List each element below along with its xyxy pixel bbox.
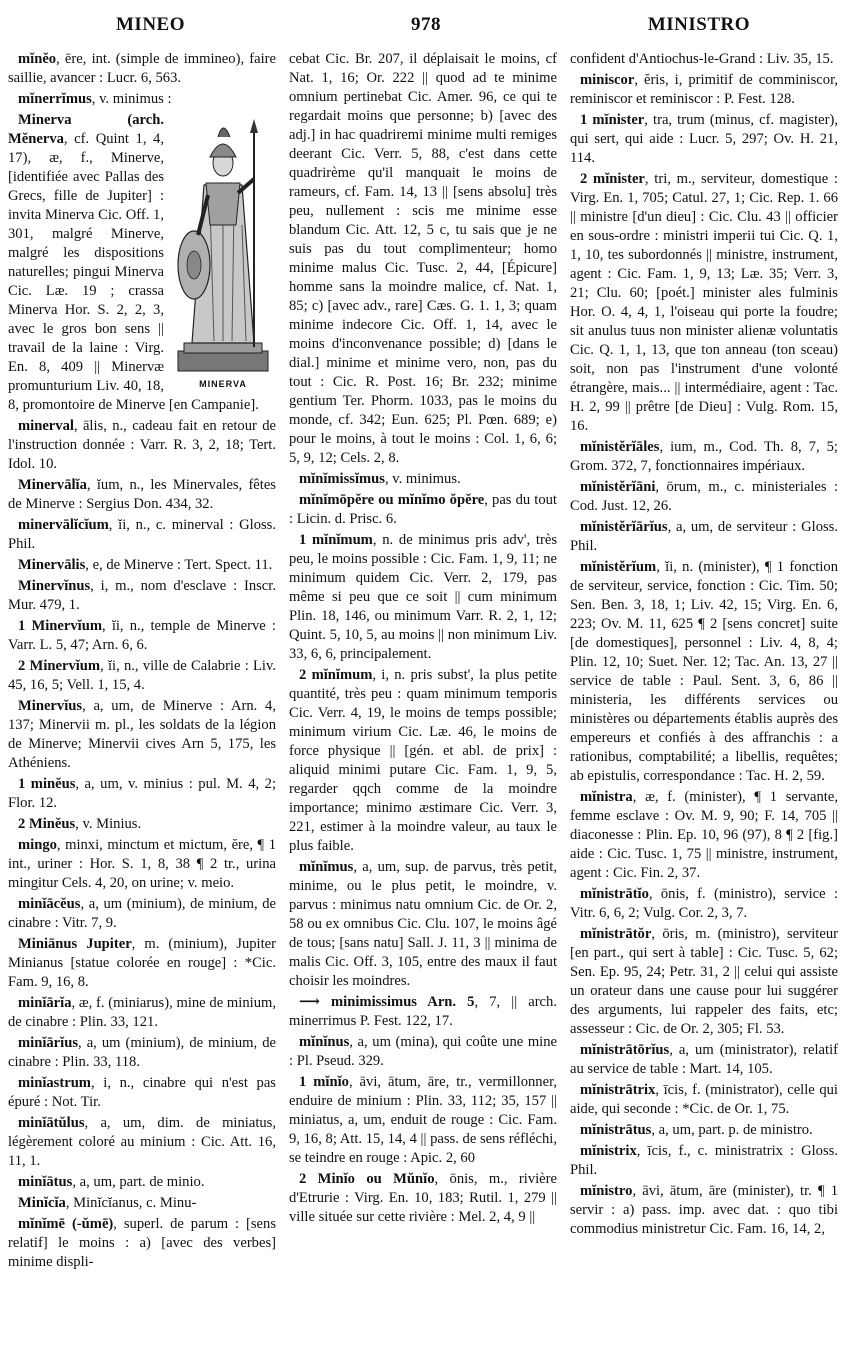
- headword: 1 mĭnĭmum: [299, 532, 373, 548]
- entry: minĭārĭa, æ, f. (miniarus), mine de minium, de cinabre : Plin. 33, 121.: [8, 995, 276, 1030]
- entry: mĭnistrātrix, īcis, f. (ministrator), celle qui aide, qui seconde : *Cic. de Or. 1, 75.: [570, 1082, 838, 1117]
- headword: minĭārĭa: [18, 995, 72, 1011]
- headword: mĭnistrātus: [580, 1122, 652, 1138]
- headword: mĭnistrātrix: [580, 1082, 656, 1098]
- headword: mĭnistrātōrĭus: [580, 1042, 670, 1058]
- entry: mĭnistĕrĭārĭus, a, um, de serviteur : Gloss. Phil.: [570, 519, 838, 554]
- entry: mĭnistra, æ, f. (minister), ¶ 1 servante, femme esclave : Ov. M. 9, 90; F. 14, 705 || diaconesse : Plin. Ep. 10, 96 (97), 8 ¶ 2 [fig.] aide : Cic. Tusc. 1, 75 || ministre, instrument, agent : Cic. Fin. 2, 37.: [570, 789, 838, 881]
- headword: mĭnĭmus: [299, 859, 354, 875]
- entry: mĭnĭmus, a, um, sup. de parvus, très petit, minime, ou le plus petit, le moindre, v. parvus : minimus natu omnium Cic. de Or. 2, 58 ou ex omnibus Cic. Clu. 107, le moins âgé de tous; [sans natu] Sall. J. 11, 3 || minima de malis Cic. Off. 3, 105, entre des maux il faut choisir les moindres.: [289, 859, 557, 989]
- entry: 2 Minervĭum, ĭi, n., ville de Calabrie : Liv. 45, 16, 5; Vell. 1, 15, 4.: [8, 658, 276, 693]
- headword: miniscor: [580, 72, 635, 88]
- running-head-left: MINEO: [116, 14, 185, 35]
- entry: miniscor, ĕris, i, primitif de comminiscor, reminiscor et reminiscor : P. Fest. 128.: [570, 72, 838, 107]
- entry: minĭārĭus, a, um (minium), de minium, de cinabre : Plin. 33, 118.: [8, 1035, 276, 1070]
- entry: 1 mĭnĭo, āvi, ātum, āre, tr., vermillonner, enduire de minium : Plin. 33, 112; 35, 157 || miniatus, a, um, enduit de rouge : Cic. Fam. 9, 16, 8; Att. 15, 14, 4 || pass. de sens réfléchi, se teindre en rouge : Apic. 2, 60: [289, 1074, 557, 1166]
- column-2: [289, 50, 557, 1366]
- entry: Minervālĭa, ĭum, n., les Minervales, fêtes de Minerve : Sergius Don. 434, 32.: [8, 477, 276, 512]
- entry: Minerva (arch. Mĕnerva, cf. Quint 1, 4, 17), æ, f., Minerve, [identifiée avec Pallas des Grecs, fille de Jupiter] : invita Minerva Cic. Off. 1, 301, malgré Minerve, malgré les dispositions naturelles; pingui Minerva Cic. Læ. 19 ; crassa Minerva Hor. S. 2, 2, 3, avec le gros bon sens || travail de la laine : Virg. En. 8, 409 || Minervæ promunturium Liv. 40, 18, 8, promontoire de Minerve [en Campanie].: [8, 112, 259, 413]
- entry: 2 Minĭo ou Mŭnĭo, ōnis, m., rivière d'Etrurie : Virg. En. 10, 183; Rutil. 1, 279 || ville située sur cette rivière : Mel. 2, 4, 9 ||: [289, 1171, 557, 1225]
- entry: mĭnistrātus, a, um, part. p. de ministro.: [580, 1122, 813, 1138]
- headword: Minervālis: [18, 557, 86, 573]
- entry: mĭnistrātŏr, ōris, m. (ministro), serviteur [en part., qui sert à table] : Cic. Tusc. 5, 62; Sen. Ep. 95, 24; Petr. 31, 2 || celui qui assiste un orateur dans une cause pour lui suggérer des arguments, lui rappeler des faits, etc; assesseur : Cic. de Or. 2, 305; Fl. 53.: [570, 926, 838, 1037]
- headword: minĭastrum: [18, 1075, 91, 1091]
- entry: mingo, minxi, minctum et mictum, ĕre, ¶ 1 int., uriner : Hor. S. 1, 8, 38 ¶ 2 tr., urina mingitur Cels. 4, 20, on urine; v. meio.: [8, 837, 276, 891]
- headword: 1 mĭnister: [580, 112, 645, 128]
- minerva-statue-icon: [170, 115, 276, 373]
- headword: mĭnistĕrĭārĭus: [580, 519, 668, 535]
- headword: mingo: [18, 837, 57, 853]
- entry: minerval, ālis, n., cadeau fait en retour de l'instruction donnée : Varr. R. 3, 2, 18; Tert. Idol. 10.: [8, 418, 276, 472]
- entry: 2 mĭnister, tri, m., serviteur, domestique : Virg. En. 1, 705; Catul. 27, 1; Cic. Rep. 1. 66 || ministre [d'un dieu] : Cic. Clu. 43 || officier en sous-ordre : ministri imperii tui Cic. Q. 1, 1, 10, tes subordonnés || ministre, instrument, agent : Cic. Fam. 1, 9, 13; Læ. 35; Verr. 3, 21; Clu. 60; [poét.] minister ales fulminis Hor. O. 4, 4, 1, l'oiseau qui porte la foudre; sit anulus tuus non minister alienæ voluntatis Cic. Q. 1, 1, 13, que ton anneau (ton sceau) soit, non pas l'instrument d'une volonté étrangère, mais... || intermédiaire, agent : Tac. H. 2, 99 || prêtre [de Dieu] : Vulg. Rom. 15, 16.: [570, 171, 838, 434]
- headword: minĭātus: [18, 1174, 73, 1190]
- entry: Minervĭus, a, um, de Minerve : Arn. 4, 137; Minervii m. pl., les soldats de la légion de Minerve; Minervii cives Arn 5, 175, les Athéniens.: [8, 698, 276, 771]
- entry: 1 mĭnister, tra, trum (minus, cf. magister), qui sert, qui aide : Lucr. 5, 297; Ov. H. 21, 114.: [570, 112, 838, 166]
- entry: mĭnistrātōrĭus, a, um (ministrator), relatif au service de table : Mart. 14, 105.: [570, 1042, 838, 1077]
- entry: mĭnistĕrĭāni, ōrum, m., c. ministeriales : Cod. Just. 12, 26.: [570, 479, 838, 514]
- headword: Minervālĭa: [18, 477, 87, 493]
- entry: mĭnĭmōpĕre ou mĭnĭmo ŏpĕre, pas du tout : Licin. d. Prisc. 6.: [289, 492, 557, 527]
- headword: 1 minĕus: [18, 776, 76, 792]
- entry: mĭnistĕrĭum, ĭi, n. (minister), ¶ 1 fonction de serviteur, service, fonction : Cic. Tim. 50; Sen. Ben. 3, 18, 1; Liv. 42, 15; Virg. En. 6, 223; Ov. M. 11, 625 ¶ 2 [sens concret] suite [de domestiques], personnel : Liv. 4, 8, 4; Plin. 12, 10; Suet. Ner. 12; Tac. An. 13, 27 || service de table : Paul. Sent. 3, 6, 86 || ministeria, les différents services ou ministères ou départements établis auprès des empereurs et confiés à des affranchis : a rationibus, comptabilité; a libellis, requêtes; ab epistulis, correspondance : Tac. H. 2, 59.: [570, 559, 838, 784]
- page-header: [0, 0, 846, 44]
- headword: mĭnistĕrĭum: [580, 559, 657, 575]
- entry: Miniānus Jupiter, m. (minium), Jupiter Minianus [statue colorée en rouge] : *Cic. Fam. 9, 16, 8.: [8, 936, 276, 990]
- entry: mĭnistĕrĭāles, ium, m., Cod. Th. 8, 7, 5; Grom. 372, 7, fonctionnaires impériaux.: [570, 439, 838, 474]
- entry: mĭnistro, āvi, ātum, āre (minister), tr. ¶ 1 servir : a) pass. imp. avec dat. : quo tibi commodius ministretur Cic. Fam. 16, 14, 2,: [570, 1183, 838, 1237]
- headword: mĭnĭmē (-ŭmē): [18, 1216, 114, 1232]
- column-1: [8, 50, 276, 1366]
- entry: minervālĭcĭum, ĭi, n., c. minerval : Gloss. Phil.: [8, 517, 276, 552]
- entry: mĭnistrix, īcis, f., c. ministratrix : Gloss. Phil.: [570, 1143, 838, 1178]
- entry: mĭnerrĭmus, v. minimus :: [18, 91, 172, 107]
- entry: Minervālis, e, de Minerve : Tert. Spect. 11.: [18, 557, 273, 573]
- minerva-illustration: [170, 115, 276, 387]
- headword: minĭācĕus: [18, 896, 81, 912]
- headword: minĭātŭlus: [18, 1115, 85, 1131]
- headword: mĭnistro: [580, 1183, 633, 1199]
- entry: Minervĭnus, i, m., nom d'esclave : Inscr. Mur. 479, 1.: [8, 578, 276, 613]
- headword: Minervĭus: [18, 698, 83, 714]
- headword: mĭnistĕrĭāles: [580, 439, 660, 455]
- entry: mĭnĕo, ēre, int. (simple de immineo), faire saillie, avancer : Lucr. 6, 563.: [8, 51, 276, 86]
- headword: minĭārĭus: [18, 1035, 79, 1051]
- entry-continuation: confident d'Antiochus-le-Grand : Liv. 35, 15.: [570, 51, 834, 67]
- entry: ⟶ minimissimus Arn. 5, 7, || arch. minerrimus P. Fest. 122, 17.: [289, 994, 557, 1029]
- entry: minĭācĕus, a, um (minium), de minium, de cinabre : Vitr. 7, 9.: [8, 896, 276, 931]
- page-number: 978: [411, 14, 441, 35]
- entry-continuation: cebat Cic. Br. 207, il déplaisait le moins, cf Nat. 1, 16; Or. 222 || quod ad te minime omnium pertinebat Cic. Amer. 96, ce qui te regardait moins que personne; b) [avec des adj.] in hac quadriremi minime multi remiges deerant Cic. Verr. 5, 88, c'est dans cette quadrirème qu'il manquait le moins de rameurs, cf. Fam. 14, 13 || [sens absolu] très peu, nullement : scis me minime esse blandum Cic. Att. 12, 5 c, tu sais que je ne suis pas du tout complimenteur; homo minime malus Cic. Tusc. 2, 44, [Épicure] homme sans la moindre malice, cf. Nat. 1, 85; c) [avec adv., rare] Cæs. G. 1. 1, 3; quam minime indecore Cic. Off. 1, 14, avec le moins d'inconvenance possible; d) [dans le dial.] minime et minime vero, non, pas du tout : Cic. R. Post. 16; Br. 232; minime gentium Ter. Phorm. 1033, pas le moins du monde, cf. 342; Eun. 625; Pl. Pœn. 689; e) pour le moins, à tout le moins : Col. 1, 6, 6; 5, 9, 12; Cels. 2, 8.: [289, 51, 557, 466]
- headword: mĭnĭmōpĕre ou mĭnĭmo ŏpĕre: [299, 492, 485, 508]
- headword: Minerva (arch. Mĕnerva: [8, 112, 164, 147]
- headword: mĭnistra: [580, 789, 633, 805]
- headword: mĭnĕo: [18, 51, 57, 67]
- headword: mĭnistrātĭo: [580, 886, 649, 902]
- headword: 1 Minervĭum: [18, 618, 102, 634]
- entry: mĭnĭmē (-ŭmē), superl. de parum : [sens relatif] le moins : a) [avec des verbes] minime displi-: [8, 1216, 276, 1270]
- entry: 2 mĭnĭmum, i, n. pris subst', la plus petite quantité, très peu : quam minimum temporis Cic. Verr. 4, 19, le moins de temps possible; minimum virium Cic. Læ. 46, le moins de force physique || [gén. et abl. de prix] : aliquid minimi putare Cic. Fam. 1, 9, 5, regarder qqch comme de la moindre importance; minimo æstimare Cic. Verr. 3, 221, estimer à la moindre valeur, au taux le plus faible.: [289, 667, 557, 854]
- headword: 2 Minervĭum: [18, 658, 101, 674]
- headword: Minĭcĭa: [18, 1195, 66, 1211]
- headword: minervālĭcĭum: [18, 517, 109, 533]
- headword: Miniānus Jupiter: [18, 936, 132, 952]
- headword: 1 mĭnĭo: [299, 1074, 349, 1090]
- entry: mĭnĭnus, a, um (mina), qui coûte une mine : Pl. Pseud. 329.: [289, 1034, 557, 1069]
- headword: mĭnistrātŏr: [580, 926, 652, 942]
- headword: 2 mĭnister: [580, 171, 645, 187]
- entry: minĭastrum, i, n., cinabre qui n'est pas épuré : Not. Tir.: [8, 1075, 276, 1110]
- entry: mĭnĭmissĭmus, v. minimus.: [299, 471, 461, 487]
- headword: Minervĭnus: [18, 578, 91, 594]
- figure-caption: MINERVA: [199, 379, 247, 389]
- entry: 2 Minĕus, v. Minius.: [18, 816, 142, 832]
- headword: 2 Minĭo ou Mŭnĭo: [299, 1171, 435, 1187]
- headword: mĭnĭnus: [299, 1034, 350, 1050]
- entry: minĭātus, a, um, part. de minio.: [18, 1174, 205, 1190]
- headword: minerval: [18, 418, 74, 434]
- column-3: [570, 50, 838, 1366]
- headword: mĭnistĕrĭāni: [580, 479, 656, 495]
- running-head-right: MINISTRO: [647, 14, 750, 35]
- headword: 2 Minĕus: [18, 816, 76, 832]
- headword: ⟶ minimissimus Arn. 5: [299, 994, 475, 1010]
- entry: Minĭcĭa, Minĭcĭanus, c. Minu-: [18, 1195, 197, 1211]
- headword: mĭnerrĭmus: [18, 91, 92, 107]
- entry: mĭnistrātĭo, ōnis, f. (ministro), service : Vitr. 6, 6, 2; Vulg. Cor. 2, 3, 7.: [570, 886, 838, 921]
- entry: 1 minĕus, a, um, v. minius : pul. M. 4, 2; Flor. 12.: [8, 776, 276, 811]
- entry: 1 Minervĭum, ĭi, n., temple de Minerve : Varr. L. 5, 47; Arn. 6, 6.: [8, 618, 276, 653]
- entry: minĭātŭlus, a, um, dim. de miniatus, légèrement coloré au minium : Cic. Att. 16, 11, 1.: [8, 1115, 276, 1169]
- headword: mĭnistrix: [580, 1143, 637, 1159]
- entry: 1 mĭnĭmum, n. de minimus pris adv', très peu, le moins possible : Cic. Fam. 1, 9, 11; ne minimum quidem Cic. Verr. 2, 179, pas même si peu que ce soit || cum minimum Plin. 18, 146, ou minimum Varr. R. 2, 1, 12; Quint. 5, 10, 5, au moins || non minimum Liv. 33, 6, 6, principalement.: [289, 532, 557, 662]
- headword: 2 mĭnĭmum: [299, 667, 373, 683]
- headword: mĭnĭmissĭmus: [299, 471, 385, 487]
